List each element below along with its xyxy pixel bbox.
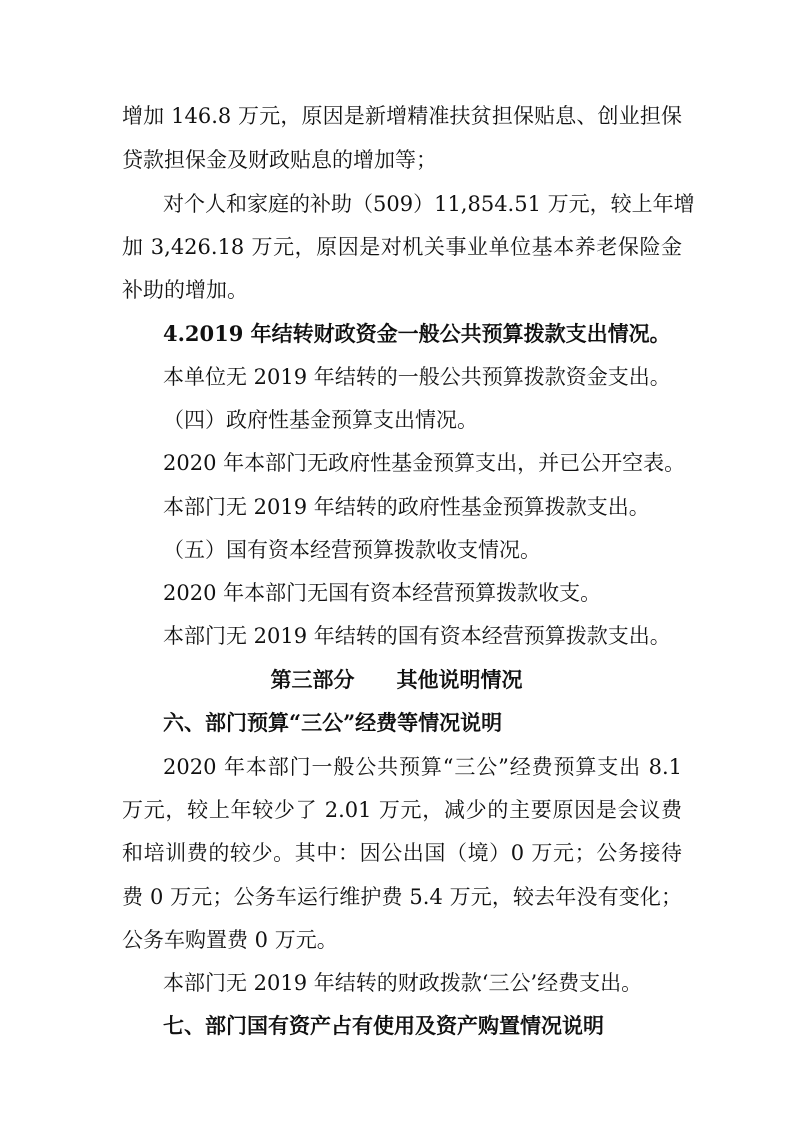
subsection-heading: （四）政府性基金预算支出情况。 [163, 408, 478, 432]
paragraph-line: 和培训费的较少。其中：因公出国（境）0 万元；公务接待 [122, 841, 682, 865]
paragraph-line: 增加 146.8 万元，原因是新增精准扶贫担保贴息、创业担保 [122, 104, 682, 128]
part-title: 第三部分 其他说明情况 [270, 667, 523, 692]
paragraph-line: 费 0 万元；公务车运行维护费 5.4 万元，较去年没有变化； [122, 885, 682, 909]
subsection-heading: 4.2019 年结转财政资金一般公共预算拨款支出情况。 [163, 321, 671, 346]
paragraph-line: 公务车购置费 0 万元。 [122, 928, 338, 952]
paragraph-line: 本部门无 2019 年结转的财政拨款‘三公’经费支出。 [163, 971, 643, 995]
paragraph-line: 对个人和家庭的补助（509）11,854.51 万元，较上年增 [163, 192, 695, 216]
paragraph-line: 贷款担保金及财政贴息的增加等； [122, 148, 437, 172]
paragraph-line: 本部门无 2019 年结转的政府性基金预算拨款支出。 [163, 495, 650, 519]
section-heading: 六、部门预算“三公”经费等情况说明 [163, 710, 503, 735]
subsection-heading: （五）国有资本经营预算拨款收支情况。 [163, 538, 541, 562]
paragraph-line: 本单位无 2019 年结转的一般公共预算拨款资金支出。 [163, 365, 671, 389]
paragraph-line: 2020 年本部门无政府性基金预算支出，并已公开空表。 [163, 451, 686, 475]
paragraph-line: 2020 年本部门无国有资本经营预算拨款收支。 [163, 581, 602, 605]
paragraph-line: 加 3,426.18 万元，原因是对机关事业单位基本养老保险金 [122, 235, 682, 259]
paragraph-line: 本部门无 2019 年结转的国有资本经营预算拨款支出。 [163, 624, 671, 648]
paragraph-line: 万元，较上年较少了 2.01 万元，减少的主要原因是会议费 [122, 798, 682, 822]
paragraph-line: 补助的增加。 [122, 278, 248, 302]
section-heading: 七、部门国有资产占有使用及资产购置情况说明 [163, 1013, 604, 1038]
paragraph-line: 2020 年本部门一般公共预算“三公”经费预算支出 8.1 [163, 755, 682, 779]
